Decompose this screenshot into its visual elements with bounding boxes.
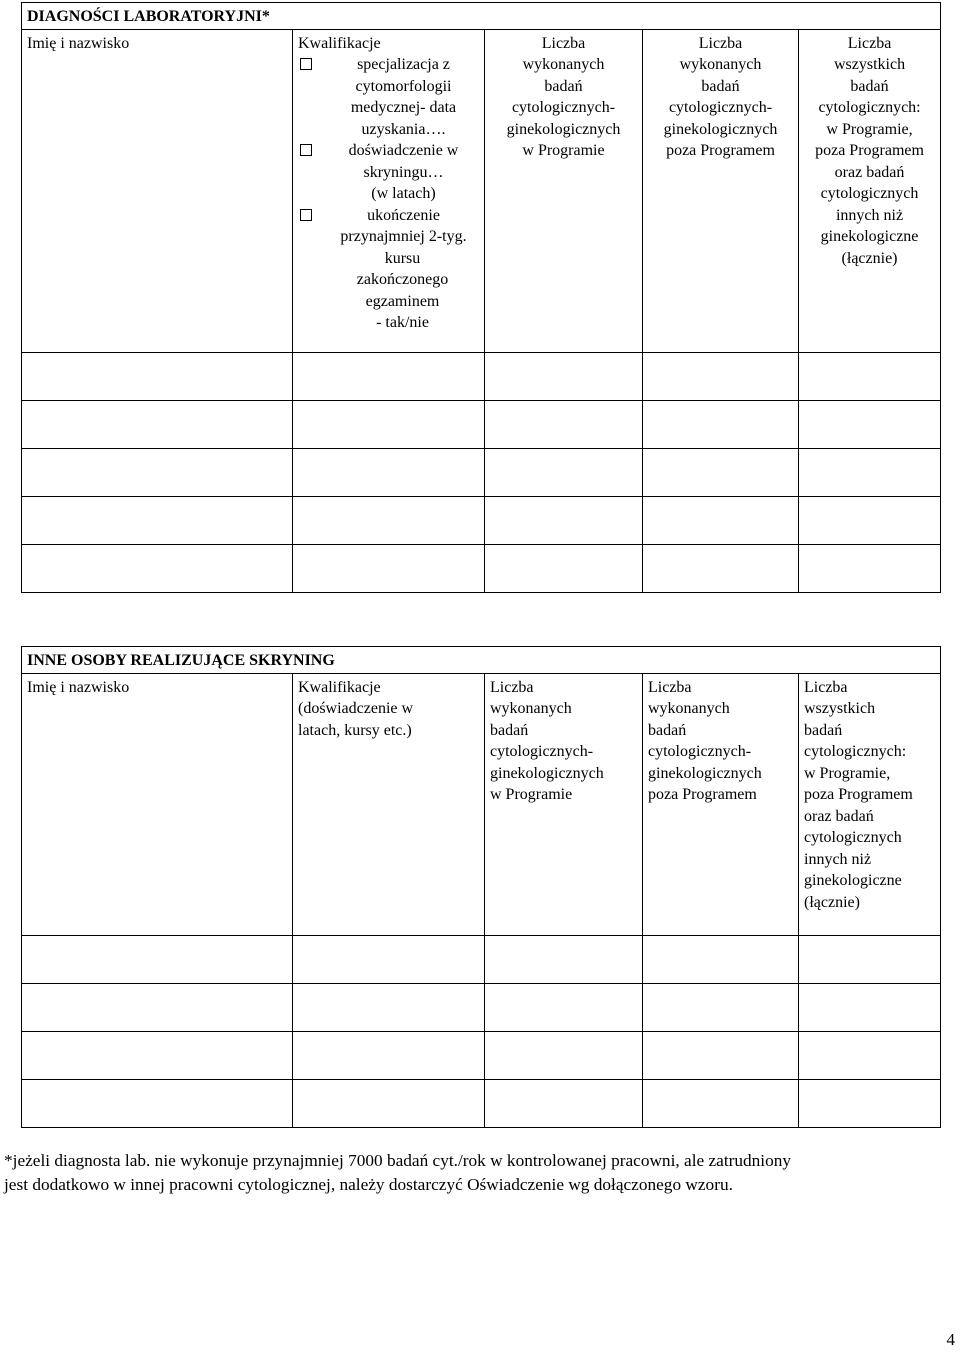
header-text: poza Programem [815, 142, 924, 159]
header-text: innych niż [804, 850, 872, 868]
header-text: wykonanych [679, 56, 762, 73]
header-text: wykonanych [648, 700, 730, 717]
qual-text: zakończonego [356, 271, 449, 288]
header-text: (doświadczenie w [298, 700, 414, 717]
lab-header-name: Imię i nazwisko [22, 29, 293, 352]
footnote-line: jest dodatkowo w innej pracowni cytologicznej, należy dostarczyć Oświadczenie wg dołączonego wzoru. [4, 1175, 733, 1194]
header-text: badań [544, 77, 583, 95]
name-cell[interactable] [22, 448, 293, 496]
table-row [22, 352, 941, 400]
in-program-cell[interactable] [485, 935, 643, 983]
lab-header-in-program [485, 29, 643, 352]
header-text: Liczba [847, 34, 892, 52]
qual-text: doświadczenie w [348, 142, 459, 159]
in-program-cell[interactable] [485, 496, 643, 544]
qualification-option-experience [298, 140, 479, 205]
header-text: Liczba [648, 678, 692, 696]
total-cell[interactable] [799, 544, 941, 592]
outside-program-cell[interactable] [643, 352, 799, 400]
header-text: wszystkich [804, 700, 876, 717]
qual-text: egzaminem [365, 292, 440, 310]
total-cell[interactable] [799, 983, 941, 1031]
qual-text: kursu [384, 249, 421, 267]
qual-text: medycznej- data [350, 99, 457, 116]
lab-qualifications-title: Kwalifikacje [298, 34, 381, 52]
header-text: badań [804, 721, 843, 739]
header-text: Liczba [698, 34, 743, 52]
table-row [22, 983, 941, 1031]
qualifications-cell[interactable] [293, 496, 485, 544]
qualifications-cell[interactable] [293, 400, 485, 448]
header-text: ginekologicznych [506, 120, 621, 138]
header-text: cytologicznych- [490, 743, 594, 760]
footnote-line: *jeżeli diagnosta lab. nie wykonuje przynajmniej 7000 badań cyt./rok w kontrolowanej pracowni, ale zatrudniony [4, 1151, 792, 1170]
lab-section-title: DIAGNOŚCI LABORATORYJNI* [22, 3, 941, 30]
in-program-cell[interactable] [485, 400, 643, 448]
outside-program-cell[interactable] [643, 1031, 799, 1079]
name-cell[interactable] [22, 544, 293, 592]
other-header-name: Imię i nazwisko [22, 673, 293, 935]
header-text: Liczba [804, 678, 848, 696]
header-text: cytologicznych- [648, 743, 752, 760]
header-text: ginekologicznych [663, 120, 778, 138]
other-header-outside-program [643, 673, 799, 935]
outside-program-cell[interactable] [643, 544, 799, 592]
table-row [22, 935, 941, 983]
qualification-option-course [298, 205, 479, 248]
other-header-row [22, 673, 941, 935]
header-text: ginekologicznych [490, 764, 604, 782]
qualifications-cell[interactable] [293, 1031, 485, 1079]
name-cell[interactable] [22, 983, 293, 1031]
total-cell[interactable] [799, 352, 941, 400]
qual-text: ukończenie [367, 206, 440, 224]
qual-text: cytomorfologii [355, 77, 452, 95]
qualifications-cell[interactable] [293, 448, 485, 496]
header-text: badań [701, 77, 740, 95]
header-text: cytologicznych [820, 185, 919, 202]
in-program-cell[interactable] [485, 1079, 643, 1127]
outside-program-cell[interactable] [643, 496, 799, 544]
footnote [4, 1149, 956, 1197]
header-text: badań [490, 721, 529, 739]
name-cell[interactable] [22, 400, 293, 448]
header-text: wykonanych [522, 56, 605, 73]
specialization-checkbox[interactable] [300, 58, 312, 70]
outside-program-cell[interactable] [643, 400, 799, 448]
other-header-in-program [485, 673, 643, 935]
table-row [22, 1031, 941, 1079]
table-row [22, 496, 941, 544]
name-cell[interactable] [22, 1031, 293, 1079]
table-row [22, 400, 941, 448]
table-row [22, 1079, 941, 1127]
header-text: (łącznie) [804, 893, 860, 911]
in-program-cell[interactable] [485, 448, 643, 496]
header-text: cytologicznych: [804, 743, 907, 760]
outside-program-cell[interactable] [643, 935, 799, 983]
qual-text: skryningu… [363, 163, 444, 181]
header-text: Liczba [490, 678, 534, 696]
header-text: w Programie [490, 786, 573, 803]
total-cell[interactable] [799, 1079, 941, 1127]
qual-text: przynajmniej 2-tyg. [340, 228, 467, 245]
qual-text: specjalizacja z [357, 56, 450, 73]
experience-checkbox[interactable] [300, 144, 312, 156]
other-persons-table [21, 646, 941, 1128]
header-text: wszystkich [833, 56, 906, 73]
header-text: poza Programem [804, 786, 913, 803]
qual-text: (w latach) [371, 185, 436, 202]
in-program-cell[interactable] [485, 1031, 643, 1079]
qualifications-cell[interactable] [293, 1079, 485, 1127]
total-cell[interactable] [799, 1031, 941, 1079]
header-text: cytologicznych- [511, 99, 616, 116]
total-cell[interactable] [799, 400, 941, 448]
header-text: Kwalifikacje [298, 678, 381, 696]
qual-text: uzyskania…. [361, 120, 446, 138]
name-cell[interactable] [22, 935, 293, 983]
in-program-cell[interactable] [485, 352, 643, 400]
other-header-qualifications [293, 673, 485, 935]
qual-text: - tak/nie [376, 314, 429, 331]
other-header-total [799, 673, 941, 935]
lab-header-outside-program [643, 29, 799, 352]
total-cell[interactable] [799, 496, 941, 544]
outside-program-cell[interactable] [643, 448, 799, 496]
course-checkbox[interactable] [300, 209, 312, 221]
qualification-option-specialization [298, 54, 479, 140]
qualifications-cell[interactable] [293, 983, 485, 1031]
lab-qualifications-list [298, 54, 479, 334]
lab-header-row [22, 29, 941, 352]
outside-program-cell[interactable] [643, 983, 799, 1031]
lab-header-total [799, 29, 941, 352]
in-program-cell[interactable] [485, 983, 643, 1031]
header-text: w Programie [522, 142, 605, 159]
qualification-course-tail [298, 248, 479, 334]
header-text: ginekologicznych [648, 764, 762, 782]
header-text: innych niż [835, 206, 904, 224]
header-text: (łącznie) [841, 249, 898, 267]
lab-header-qualifications [293, 29, 485, 352]
header-text: latach, kursy etc.) [298, 721, 412, 739]
header-text: poza Programem [666, 142, 775, 159]
header-text: oraz badań [804, 807, 874, 825]
name-cell[interactable] [22, 496, 293, 544]
total-cell[interactable] [799, 448, 941, 496]
header-text: poza Programem [648, 786, 757, 803]
header-text: Liczba [541, 34, 586, 52]
table-row [22, 448, 941, 496]
qualifications-cell[interactable] [293, 352, 485, 400]
header-text: badań [648, 721, 687, 739]
lab-diagnosticians-table [21, 2, 941, 593]
name-cell[interactable] [22, 1079, 293, 1127]
header-text: badań [850, 77, 889, 95]
header-text: oraz badań [834, 163, 905, 181]
header-text: ginekologiczne [820, 228, 919, 245]
table-row [22, 544, 941, 592]
outside-program-cell[interactable] [643, 1079, 799, 1127]
page-number: 4 [946, 1330, 955, 1349]
header-text: w Programie, [826, 120, 913, 138]
other-section-title: INNE OSOBY REALIZUJĄCE SKRYNING [22, 647, 941, 674]
qualifications-cell[interactable] [293, 935, 485, 983]
header-text: wykonanych [490, 700, 572, 717]
header-text: ginekologiczne [804, 872, 902, 889]
total-cell[interactable] [799, 935, 941, 983]
header-text: w Programie, [804, 764, 891, 782]
qualifications-cell[interactable] [293, 544, 485, 592]
header-text: cytologicznych- [668, 99, 773, 116]
name-cell[interactable] [22, 352, 293, 400]
header-text: cytologicznych: [818, 99, 921, 116]
header-text: cytologicznych [804, 829, 902, 846]
in-program-cell[interactable] [485, 544, 643, 592]
